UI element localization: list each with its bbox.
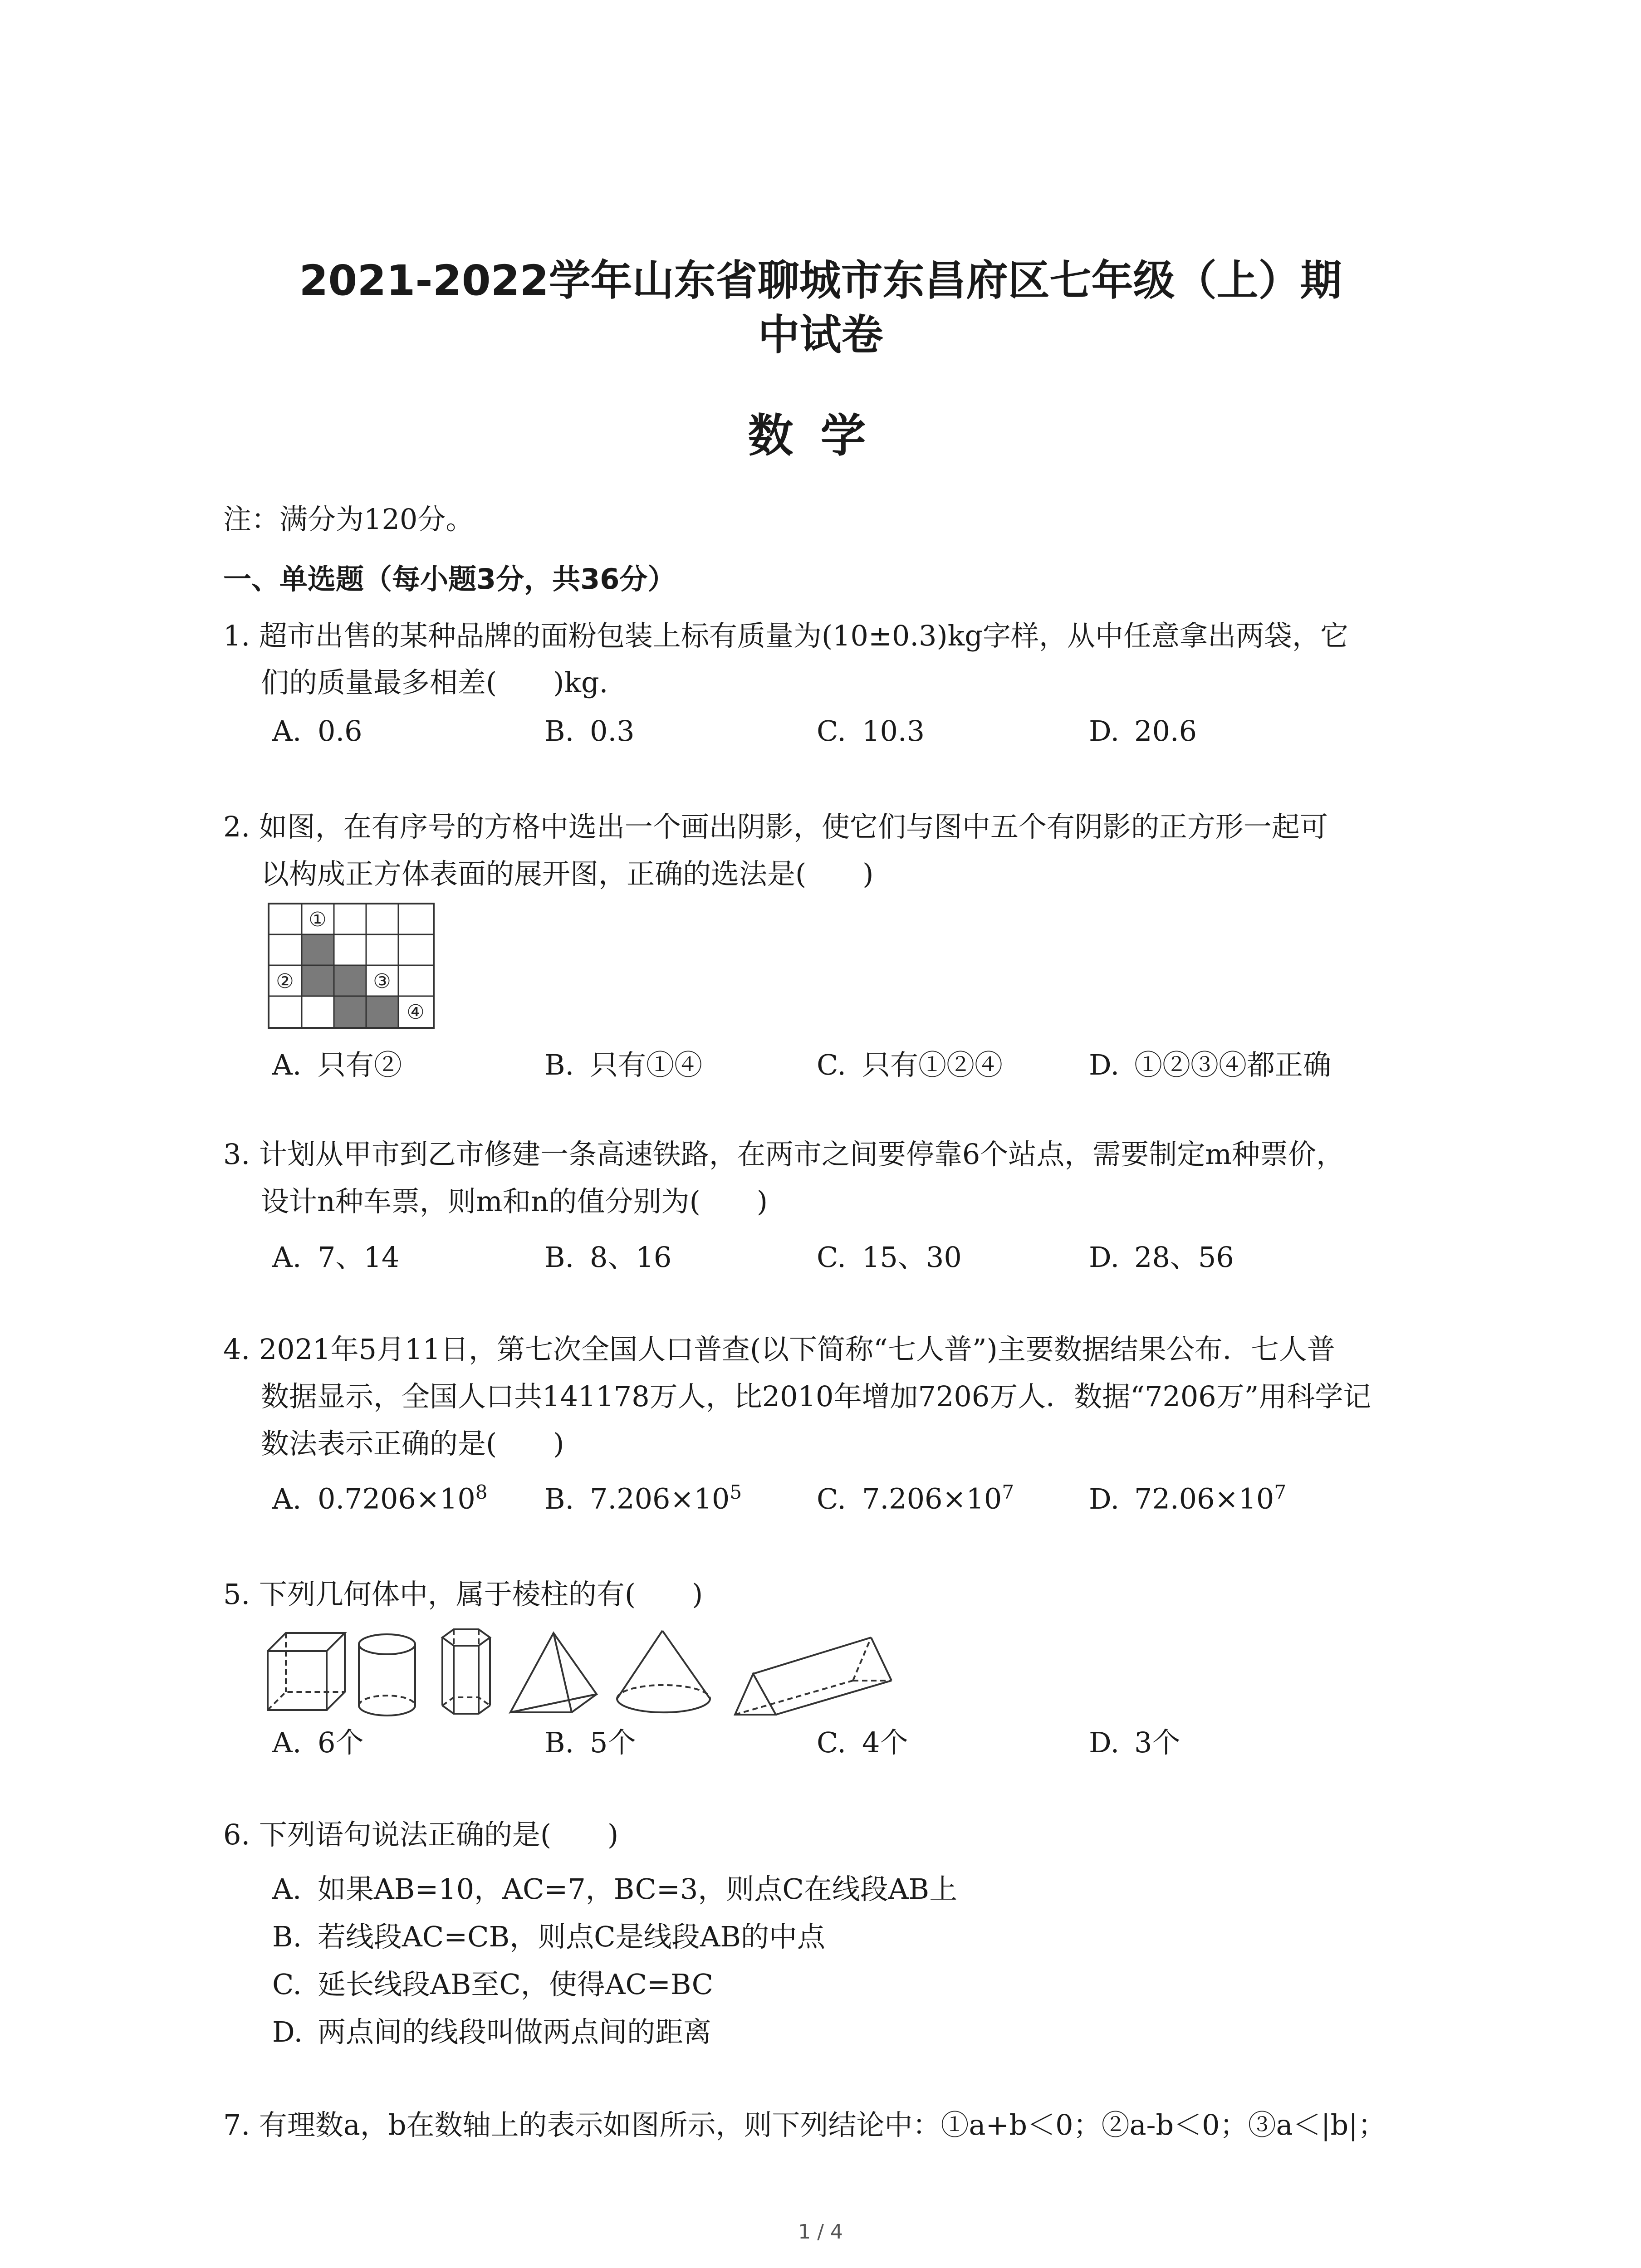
- cube-icon: [268, 1633, 345, 1710]
- q1-line1: 1. 超市出售的某种品牌的面粉包装上标有质量为(10±0.3)kg字样，从中任意拿出两袋，它: [223, 619, 1348, 652]
- q1-option-c: C. 10.3: [817, 714, 925, 748]
- q2-line1: 2. 如图，在有序号的方格中选出一个画出阴影，使它们与图中五个有阴影的正方形一起可: [223, 810, 1328, 843]
- q5-option-c: C. 4个: [817, 1726, 908, 1759]
- q1-option-d: D. 20.6: [1089, 714, 1197, 748]
- cylinder-icon: [359, 1634, 415, 1716]
- q4-option-b: B. $7.206\times 10^5$: [544, 1481, 742, 1515]
- score-note: 注：满分为120分。: [223, 503, 474, 536]
- shaded-square: [302, 965, 334, 996]
- exam-title-line2: 中试卷: [758, 311, 883, 359]
- q6-option-b: B. 若线段AC=CB，则点C是线段AB的中点: [272, 1920, 825, 1953]
- q1-option-a: A. 0.6: [272, 714, 362, 748]
- q2-option-a: A. 只有②: [272, 1048, 402, 1081]
- q1-line2: 们的质量最多相差( )kg.: [261, 666, 608, 699]
- q4-line2: 数据显示，全国人口共141178万人，比2010年增加7206万人．数据“7206万”用科学记: [261, 1380, 1372, 1413]
- shaded-square: [302, 934, 334, 965]
- q4-option-c: C. $7.206\times 10^7$: [817, 1481, 1014, 1515]
- section-heading: 一、单选题（每小题3分，共36分）: [223, 562, 676, 596]
- q4-line1: 4. 2021年5月11日，第七次全国人口普查(以下简称“七人普”)主要数据结果公布．七人普: [223, 1333, 1335, 1366]
- q6-option-c: C. 延长线段AB至C，使得AC=BC: [272, 1968, 714, 2001]
- shaded-square: [334, 996, 366, 1027]
- cone-icon: [617, 1631, 710, 1712]
- q1-option-b: B. 0.3: [544, 714, 635, 748]
- q3-option-a: A. 7、14: [272, 1241, 400, 1274]
- exam-title-line1: 2021-2022学年山东省聊城市东昌府区七年级（上）期: [299, 256, 1342, 305]
- q6-line1: 6. 下列语句说法正确的是( ): [223, 1818, 619, 1851]
- q5-line1: 5. 下列几何体中，属于棱柱的有( ): [223, 1578, 703, 1611]
- q6-option-d: D. 两点间的线段叫做两点间的距离: [272, 2015, 712, 2048]
- q4-option-a: A. $0.7206\times 10^8$: [272, 1481, 488, 1515]
- solids-figure: [263, 1624, 898, 1733]
- q3-option-c: C. 15、30: [817, 1241, 962, 1274]
- q5-option-b: B. 5个: [544, 1726, 636, 1759]
- q5-option-d: D. 3个: [1089, 1726, 1181, 1759]
- shaded-square: [334, 965, 366, 996]
- q6-option-a: A. 如果AB=10，AC=7，BC=3，则点C在线段AB上: [272, 1872, 958, 1906]
- triangular-prism-icon: [735, 1637, 892, 1715]
- q3-option-d: D. 28、56: [1089, 1241, 1234, 1274]
- q5-option-a: A. 6个: [272, 1726, 364, 1759]
- q2-option-d: D. ①②③④都正确: [1089, 1048, 1332, 1081]
- q3-line2: 设计n种车票，则m和n的值分别为( ): [261, 1185, 768, 1218]
- q4-line3: 数法表示正确的是( ): [261, 1427, 564, 1460]
- q7-line1: 7. 有理数a，b在数轴上的表示如图所示，则下列结论中：①a+b＜0；②a-b＜0；③a＜|b|；: [223, 2108, 1386, 2141]
- shaded-square: [366, 996, 398, 1027]
- grid-label-2: ②: [276, 970, 294, 993]
- hexagonal-prism-icon: [442, 1629, 490, 1714]
- grid-label-4: ④: [407, 1001, 425, 1024]
- subject-heading: 数学: [748, 409, 893, 462]
- q2-option-c: C. 只有①②④: [817, 1048, 1003, 1081]
- cube-net-grid: [268, 903, 436, 1031]
- grid-label-3: ③: [373, 970, 391, 993]
- q3-line1: 3. 计划从甲市到乙市修建一条高速铁路，在两市之间要停靠6个站点，需要制定m种票价，: [223, 1138, 1345, 1171]
- grid-label-1: ①: [309, 908, 327, 931]
- q2-option-b: B. 只有①④: [544, 1048, 703, 1081]
- q3-option-b: B. 8、16: [544, 1241, 672, 1274]
- pyramid-icon: [510, 1633, 597, 1712]
- q4-option-d: D. $72.06\times 10^7$: [1089, 1481, 1287, 1515]
- page-number: 1 / 4: [798, 2220, 843, 2244]
- q2-line2: 以构成正方体表面的展开图，正确的选法是( ): [261, 857, 874, 890]
